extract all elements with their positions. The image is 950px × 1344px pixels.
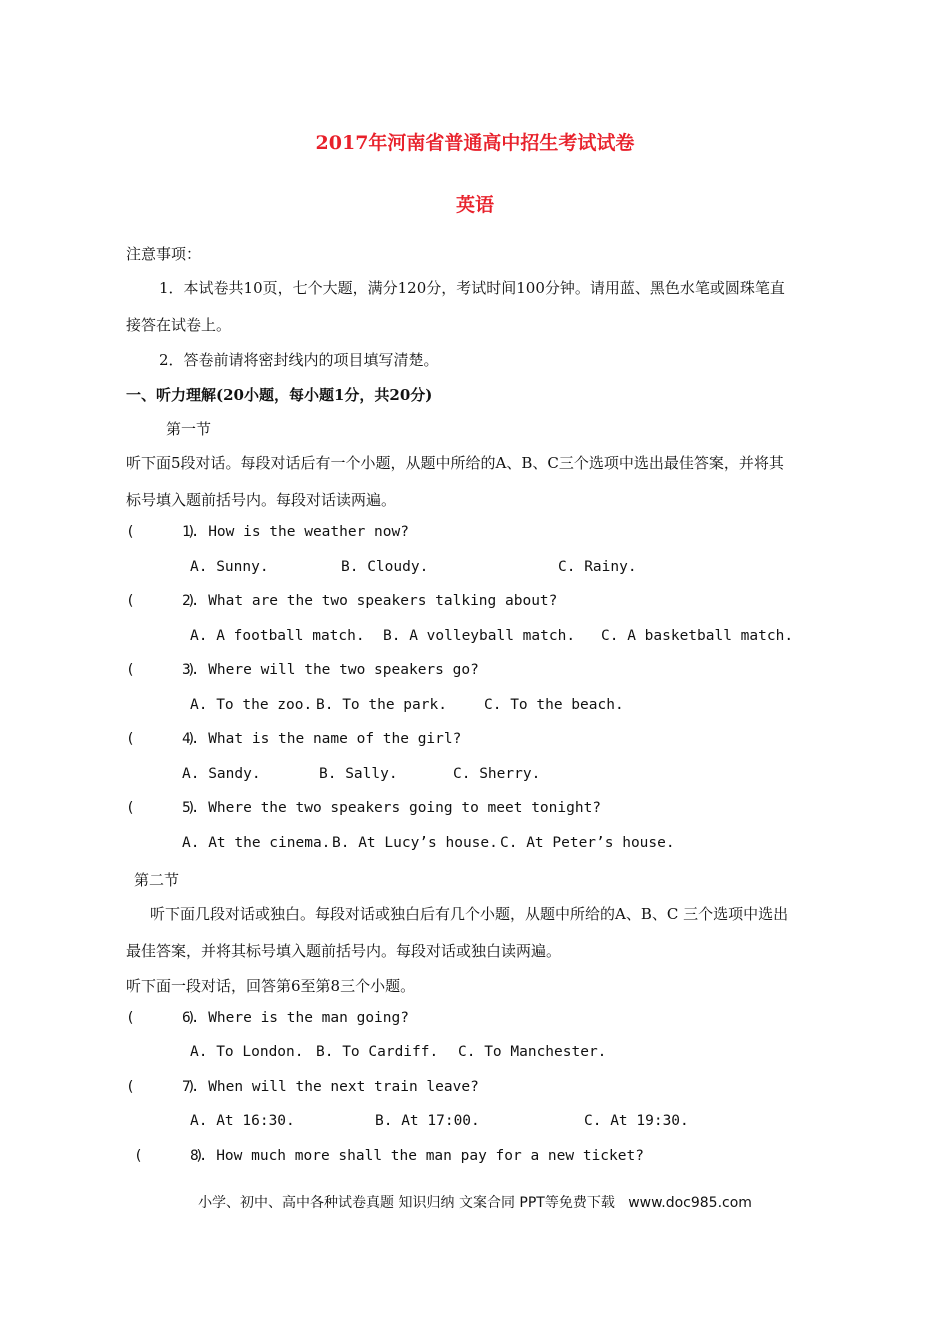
option-a: A. To London. <box>190 1044 304 1060</box>
part-1-instruction-line-1: 听下面5段对话。每段对话后有一个小题，从题中所给的A、B、C三个选项中选出最佳答案，并将其 <box>126 454 784 472</box>
page-footer: 小学、初中、高中各种试卷真题 知识归纳 文案合同 PPT等免费下载 www.doc985.com <box>198 1195 752 1211</box>
part-2-instruction-line-2: 最佳答案，并将其标号填入题前括号内。每段对话或独白读两遍。 <box>126 942 562 960</box>
option-b: B. To the park. <box>316 697 447 713</box>
answer-bracket[interactable]: ( ) <box>126 662 196 678</box>
note-1-line-2: 接答在试卷上。 <box>126 316 232 334</box>
option-b: B. At 17:00. <box>375 1113 480 1129</box>
option-a: A. Sandy. <box>182 766 261 782</box>
option-c: C. At Peter’s house. <box>500 835 675 851</box>
question-stem: 1. How is the weather now? <box>182 524 409 540</box>
option-b: B. A volleyball match. <box>383 628 576 644</box>
question-stem: 2. What are the two speakers talking about? <box>182 593 558 609</box>
option-c: C. At 19:30. <box>584 1113 689 1129</box>
part-1-label: 第一节 <box>166 420 212 438</box>
question-stem: 4. What is the name of the girl? <box>182 731 462 747</box>
option-a: A. Sunny. <box>190 559 269 575</box>
note-1-line-1: 1．本试卷共10页，七个大题，满分120分，考试时间100分钟。请用蓝、黑色水笔或圆珠笔直 <box>159 279 785 297</box>
question-stem: 7. When will the next train leave? <box>182 1079 479 1095</box>
answer-bracket[interactable]: ( ) <box>126 731 196 747</box>
section-1-heading: 一、听力理解(20小题，每小题1分，共20分) <box>126 386 433 404</box>
option-b: B. Cloudy. <box>341 559 429 575</box>
option-c: C. Sherry. <box>453 766 541 782</box>
part-2-label: 第二节 <box>134 871 180 889</box>
answer-bracket[interactable]: ( ) <box>126 800 196 816</box>
answer-bracket[interactable]: ( ) <box>126 1010 196 1026</box>
question-stem: 6. Where is the man going? <box>182 1010 409 1026</box>
option-c: C. A basketball match. <box>601 628 794 644</box>
option-b: B. Sally. <box>319 766 398 782</box>
answer-bracket[interactable]: ( ) <box>126 593 196 609</box>
option-a: A. At the cinema. <box>182 835 331 851</box>
page-subtitle: 英语 <box>455 194 494 216</box>
option-c: C. To the beach. <box>484 697 624 713</box>
notes-heading: 注意事项： <box>126 245 202 263</box>
question-stem: 3. Where will the two speakers go? <box>182 662 479 678</box>
option-a: A. A football match. <box>190 628 365 644</box>
question-stem: 8. How much more shall the man pay for a new ticket? <box>190 1148 644 1164</box>
option-c: C. To Manchester. <box>458 1044 607 1060</box>
answer-bracket[interactable]: ( ) <box>126 1079 196 1095</box>
dialog-intro: 听下面一段对话，回答第6至第8三个小题。 <box>126 977 416 995</box>
part-1-instruction-line-2: 标号填入题前括号内。每段对话读两遍。 <box>126 491 397 509</box>
option-a: A. To the zoo. <box>190 697 313 713</box>
answer-bracket[interactable]: ( ) <box>134 1148 204 1164</box>
note-2: 2．答卷前请将密封线内的项目填写清楚。 <box>159 351 439 369</box>
question-stem: 5. Where the two speakers going to meet tonight? <box>182 800 602 816</box>
page-title: 2017年河南省普通高中招生考试试卷 <box>315 132 635 154</box>
option-c: C. Rainy. <box>558 559 637 575</box>
option-a: A. At 16:30. <box>190 1113 295 1129</box>
option-b: B. At Lucy’s house. <box>332 835 498 851</box>
option-b: B. To Cardiff. <box>316 1044 439 1060</box>
part-2-instruction-line-1: 听下面几段对话或独白。每段对话或独白后有几个小题，从题中所给的A、B、C 三个选项中选出 <box>150 905 789 923</box>
answer-bracket[interactable]: ( ) <box>126 524 196 540</box>
